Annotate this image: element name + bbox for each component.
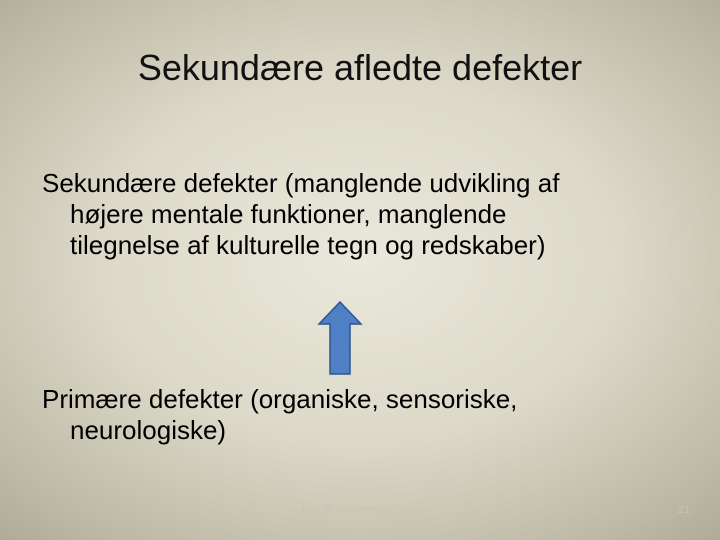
primary-line-1: Primære defekter (organiske, sensoriske, xyxy=(42,384,518,414)
primary-line-2: neurologiske) xyxy=(70,415,227,445)
up-arrow-icon xyxy=(317,300,363,376)
secondary-line-2: højere mentale funktioner, manglende xyxy=(70,199,507,229)
slide-footer: NNDR konference 2010 xyxy=(301,504,419,516)
secondary-line-1: Sekundære defekter (manglende udvikling af xyxy=(42,168,560,198)
slide-title: Sekundære afledte defekter xyxy=(137,47,583,88)
slide-number: 21 xyxy=(677,504,690,516)
secondary-defects-text xyxy=(42,168,662,261)
primary-defects-text xyxy=(42,384,662,446)
secondary-line-3: tilegnelse af kulturelle tegn og redskaber) xyxy=(70,230,546,260)
